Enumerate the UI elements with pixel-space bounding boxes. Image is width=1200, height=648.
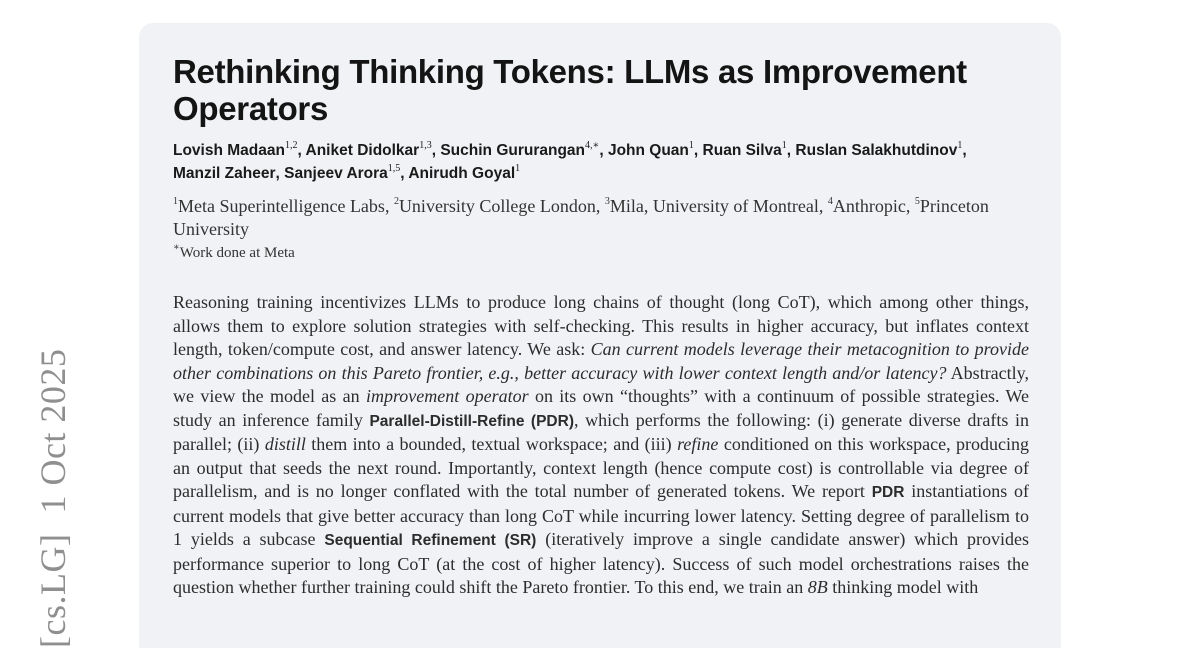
arxiv-side-stamp (27, 318, 75, 648)
affiliation: $^5$Princeton University (173, 196, 989, 239)
author-name: Lovish Madaan$^{1,2}$ (173, 139, 298, 159)
author-name: Aniket Didolkar$^{1,3}$ (305, 139, 432, 159)
arxiv-category: [cs.LG] (33, 533, 73, 648)
method-name-sr: Sequential Refinement (SR) (324, 532, 537, 549)
affiliation: $^2$University College London (393, 196, 596, 216)
author-name: Anirudh Goyal$^1$ (408, 162, 521, 182)
author-name: Ruan Silva$^1$ (702, 139, 787, 159)
method-abbrev-pdr: PDR (871, 484, 905, 501)
paper-header (173, 53, 1029, 600)
arxiv-date: 1 Oct 2025 (33, 348, 73, 514)
affiliation-list: $^1$Meta Superintelligence Labs, $^2$University College London, $^3$Mila, University of Montreal, $^4$Anthropic, $^5$Princeton University (173, 196, 989, 239)
author-list: Lovish Madaan$^{1,2}$, Aniket Didolkar$^{1,3}$, Suchin Gururangan$^{4,∗}$, John Quan$^1$, Ruan Silva$^1$, Ruslan Salakhutdinov$^1$, Manzil Zaheer, Sanjeev Arora$^{1,5}$, Anirudh Goyal$^1$ (173, 139, 967, 182)
author-name: Suchin Gururangan$^{4,∗}$ (440, 139, 600, 159)
author-name: John Quan$^1$ (607, 139, 694, 159)
method-name-pdr: Parallel-Distill-Refine (PDR) (369, 412, 574, 430)
author-name: Manzil Zaheer (173, 165, 276, 182)
author-name: Ruslan Salakhutdinov$^1$ (795, 139, 963, 159)
paper-title: Rethinking Thinking Tokens: LLMs as Improvement Operators (173, 53, 967, 127)
footnote-work-at-meta: ∗Work done at Meta (173, 242, 295, 261)
paper-abstract-card (139, 23, 1061, 648)
author-name: Sanjeev Arora$^{1,5}$ (284, 162, 401, 182)
affiliation: $^1$Meta Superintelligence Labs (173, 196, 385, 216)
arxiv-stamp-text (33, 349, 73, 648)
affiliation: $^3$Mila, University of Montreal (604, 196, 819, 216)
affiliation: $^4$Anthropic (827, 196, 906, 216)
abstract-text: Reasoning training incentivizes LLMs to produce long chains of thought (long CoT), which among other things, allows them to explore solution strategies with self-checking. This results in higher accuracy, but inflates context length, token/compute cost, and answer latency. We ask: Can current models leverage their metacognition to provide other combinations on this Pareto frontier, e.g., better accuracy with lower context length and/or latency? Abstractly, we view the model as an improvement operator on its own “thoughts” with a continuum of possible strategies. We study an inference family Parallel-Distill-Refine (PDR), which performs the following: (i) generate diverse drafts in parallel; (ii) distill them into a bounded, textual workspace; and (iii) refine conditioned on this workspace, producing an output that seeds the next round. Importantly, context length (hence compute cost) is controllable via degree of parallelism, and is no longer conflated with the total number of generated tokens. We report PDR instantiations of current models that give better accuracy than long CoT while incurring lower latency. Setting degree of parallelism to 1 yields a subcase Sequential Refinement (SR) (iteratively improve a single candidate answer) which provides performance superior to long CoT (at the cost of higher latency). Success of such model orchestrations raises the question whether further training could shift the Pareto frontier. To this end, we train an 8B thinking model with (173, 292, 1030, 597)
